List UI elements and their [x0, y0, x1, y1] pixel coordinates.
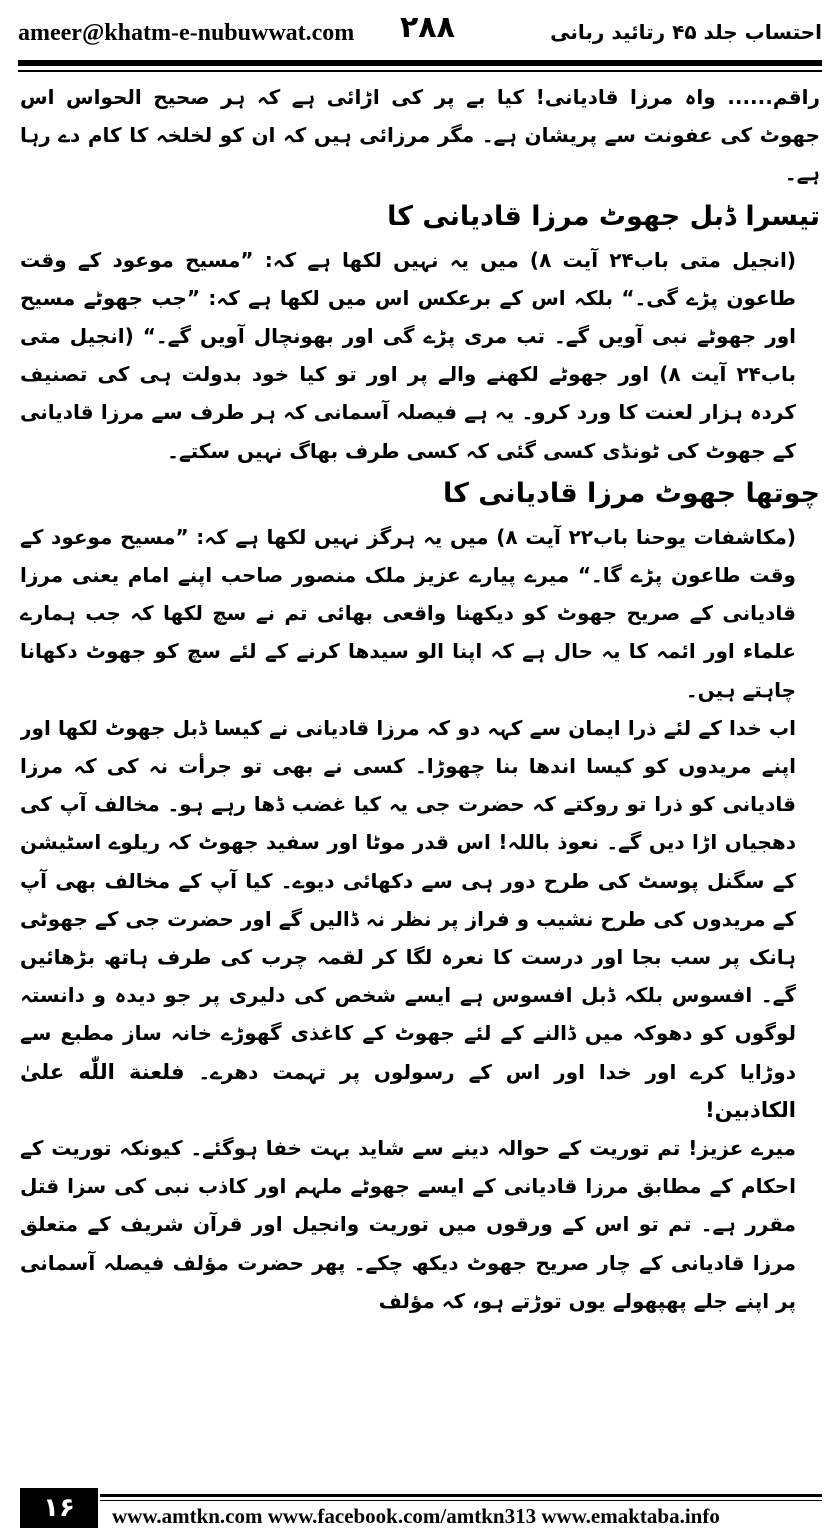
footer-website-links: www.amtkn.com www.facebook.com/amtkn313 www.emaktaba.info [112, 1504, 720, 1528]
heading-third-lie: تیسرا ڈبل جھوٹ مرزا قادیانی کا [387, 200, 820, 232]
paragraph-plea [20, 709, 820, 1129]
page-body [20, 78, 820, 1478]
page-header [18, 10, 822, 54]
header-book-title: احتساب جلد ۴۵ رتائید ربانی [550, 20, 822, 44]
paragraph-revelation: (مکاشفات یوحنا باب۲۲ آیت ۸) میں یہ ہرگز نہیں لکھا ہے کہ: ”مسیح موعود کے وقت طاعون پڑے گا۔“ میرے پیارے عزیز ملک منصور صاحب اپنے امام یعنی مرزا قادیانی کے صریح جھوٹ کو دیکھنا واقعی بھائی تم نے سچ لکھا کہ جب ہمارے علماء اور ائمہ کا یہ حال ہے کہ اپنا الو سیدھا کرنے کے لئے سچ کو جھوٹ دکھانا چاہتے ہیں۔ [20, 524, 797, 702]
paragraph-torah: میرے عزیز! تم توریت کے حوالہ دینے سے شاید بہت خفا ہوگئے۔ کیونکہ توریت کے احکام کے مطابق مرزا قادیانی کے ایسے جھوٹے ملہم اور کاذب نبی کی سزا قتل مقرر ہے۔ تم تو اس کے ورقوں میں توریت وانجیل اور قرآن شریف کے متعلق مرزا قادیانی کے چار صریح جھوٹ دیکھ چکے۔ پھر حضرت مؤلف فیصلہ آسمانی پر اپنے جلے پھپھولے یوں توڑتے ہو، کہ مؤلف [20, 1136, 796, 1313]
header-rule-thin [18, 70, 822, 72]
footer-page-number: ۱۶ [20, 1488, 98, 1528]
arabic-curse: فلعنة اللّٰه علیٰ الکاذبین! [20, 1059, 796, 1122]
footer-rule-thin [100, 1500, 822, 1501]
paragraph-raqim: راقم...... واہ مرزا قادیانی! کیا بے پر کی اڑائی ہے کہ ہر صحیح الحواس اس جھوٹ کی عفونت سے پریشان ہے۔ مگر مرزائی ہیں کہ ان کو لخلخہ کا کام دے رہا ہے۔ [20, 85, 820, 186]
header-page-number: ۲۸۸ [400, 10, 455, 45]
header-rule-thick [18, 60, 822, 66]
paragraph-plea-text: اب خدا کے لئے ذرا ایمان سے کہہ دو کہ مرزا قادیانی نے کیسا ڈبل جھوٹ لکھا اور اپنے مریدوں کو کیسا اندھا بنا چھوڑا۔ کسی نے بھی تو جرأت نہ کی کہ مرزا قادیانی کو ذرا تو روکتے کہ حضرت جی یہ کیا غضب ڈھا رہے ہو۔ مخالف آپ کی دھجیاں اڑا دیں گے۔ نعوذ باللہ! اس قدر موٹا اور سفید جھوٹ کہ ریلوے اسٹیشن کے سگنل پوسٹ کی طرح دور ہی سے دکھائی دیوے۔ کیا آپ کے مخالف بھی آپ کے مریدوں کی طرح نشیب و فراز پر نظر نہ ڈالیں گے اور حضرت جی کے جھوٹی ہانک پر سب بجا اور درست کا نعرہ لگا کر لقمہ چرب کی طرف ہاتھ بڑھائیں گے۔ افسوس بلکہ ڈبل افسوس ہے ایسے شخص کی دلیری پر جو دیدہ و دانستہ لوگوں کو دھوکہ میں ڈالنے کے لئے جھوٹ کے کاغذی گھوڑے خانہ ساز مطبع سے دوڑایا کرے اور خدا اور اس کے رسولوں پر تہمت دھرے۔ [20, 715, 796, 1084]
heading-fourth-lie: چوتھا جھوٹ مرزا قادیانی کا [443, 477, 820, 509]
header-email: ameer@khatm-e-nubuwwat.com [18, 20, 355, 46]
footer-rule-thick [100, 1494, 822, 1497]
paragraph-injil-matthew: (انجیل متی باب۲۴ آیت ۸) میں یہ نہیں لکھا ہے کہ: ”مسیح موعود کے وقت طاعون پڑے گی۔“ بلکہ اس کے برعکس اس میں لکھا ہے کہ: ”جب جھوٹے مسیح اور جھوٹے نبی آویں گے۔ تب مری پڑے گی اور بھونچال آویں گے۔“ (انجیل متی باب۲۴ آیت ۸) اور جھوٹے لکھنے والے پر اور تو کیا خود بدولت ہی کی تصنیف کردہ ہزار لعنت کا ورد کرو۔ یہ ہے فیصلہ آسمانی کہ ہر طرف سے مرزا قادیانی کے جھوٹ کی ٹونڈی کسی گئی کہ کسی طرف بھاگ نہیں سکتے۔ [20, 247, 797, 463]
